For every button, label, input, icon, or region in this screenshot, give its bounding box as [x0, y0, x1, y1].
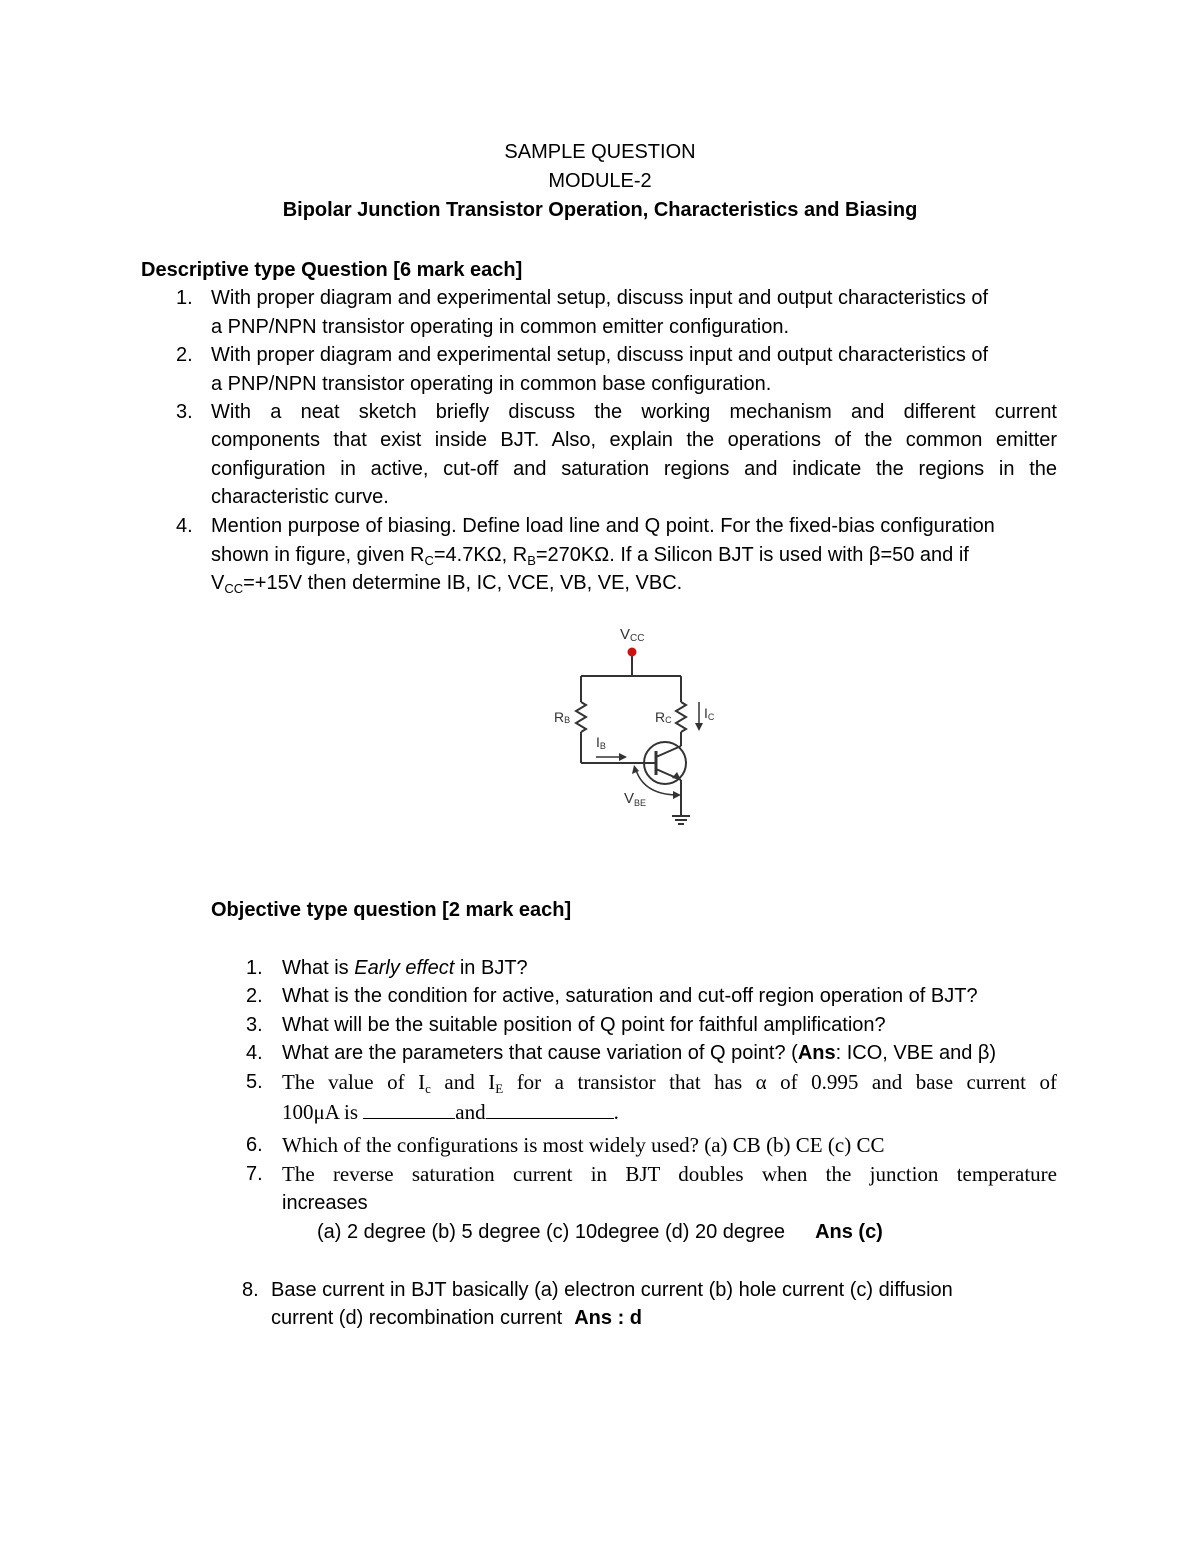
- objective-heading: Objective type question [2 mark each]: [211, 899, 572, 921]
- objective-q8-line1: Base current in BJT basically (a) electron current (b) hole current (c) diffusion: [271, 1279, 953, 1301]
- objective-q2-text: What is the condition for active, saturation and cut-off region operation of BJT?: [282, 985, 978, 1007]
- descriptive-q3-line2: components that exist inside BJT. Also, explain the operations of the common emitter: [211, 429, 1057, 451]
- rc-resistor: [676, 702, 686, 732]
- rb-label: RB: [554, 709, 571, 725]
- objective-q5-line1: The value of $I_c$ and $I_E$ for a transistor that has α of 0.995 and base current of: [282, 1070, 1057, 1096]
- objective-q8-answer: Ans : d: [574, 1307, 643, 1329]
- ic-arrow-head: [695, 723, 703, 731]
- objective-q7-number: 7.: [246, 1163, 263, 1185]
- objective-q2-number: 2.: [246, 985, 263, 1007]
- descriptive-q2-number: 2.: [176, 344, 193, 366]
- vbe-arrow-head-top: [632, 765, 639, 774]
- descriptive-q4-line2: shown in figure, given $R_C=4.7K\Omega$, $R_B=270K\Omega$. If a Silicon BJT is used with β=50 and if: [211, 544, 969, 568]
- descriptive-q1-line2: a PNP/NPN transistor operating in common emitter configuration.: [211, 316, 790, 338]
- objective-q1-text: What is Early effect in BJT?: [282, 957, 528, 979]
- descriptive-q3-line4: characteristic curve.: [211, 486, 389, 508]
- objective-q6-text: Which of the configurations is most widely used? (a) CB (b) CE (c) CC: [282, 1133, 885, 1157]
- objective-q7-options: (a) 2 degree (b) 5 degree (c) 10degree (d) 20 degree Ans (c): [317, 1221, 883, 1243]
- descriptive-q4-number: 4.: [176, 515, 193, 537]
- objective-q8-line2: current (d) recombination current Ans : d: [271, 1307, 643, 1329]
- descriptive-q3-number: 3.: [176, 401, 193, 423]
- objective-q4-text: What are the parameters that cause variation of Q point? (Ans: ICO, VBE and β): [282, 1042, 997, 1064]
- vcc-label: VCC: [620, 626, 645, 644]
- vbe-label: $V_{BE}$: [624, 790, 647, 808]
- rb-resistor: [576, 702, 586, 732]
- ic-label: IC: [704, 705, 715, 722]
- descriptive-q3-line1: With a neat sketch briefly discuss the working mechanism and different current: [211, 401, 1057, 423]
- objective-q8-number: 8.: [242, 1279, 259, 1301]
- objective-q7-answer: Ans (c): [815, 1221, 883, 1243]
- vcc-terminal-dot: [628, 648, 637, 657]
- fixed-bias-circuit-diagram: [540, 618, 730, 833]
- vbe-arrow-head-bottom: [673, 791, 681, 799]
- ib-arrow-head: [619, 753, 627, 761]
- descriptive-q1-number: 1.: [176, 287, 193, 309]
- descriptive-q2-line1: With proper diagram and experimental setup, discuss input and output characteristics of: [211, 344, 989, 366]
- objective-q7-line1: The reverse saturation current in BJT doubles when the junction temperature: [282, 1162, 1057, 1186]
- answer-blank-1[interactable]: [363, 1100, 455, 1119]
- descriptive-q1-line1: With proper diagram and experimental setup, discuss input and output characteristics of: [211, 287, 989, 309]
- document-subtitle: Bipolar Junction Transistor Operation, Characteristics and Biasing: [282, 199, 918, 221]
- answer-blank-2[interactable]: [486, 1100, 614, 1119]
- objective-q6-number: 6.: [246, 1134, 263, 1156]
- objective-q1-number: 1.: [246, 957, 263, 979]
- descriptive-q2-line2: a PNP/NPN transistor operating in common base configuration.: [211, 373, 772, 395]
- module-label: MODULE-2: [548, 170, 652, 192]
- descriptive-q4-line1: Mention purpose of biasing. Define load line and Q point. For the fixed-bias configuration: [211, 515, 995, 537]
- objective-q4-number: 4.: [246, 1042, 263, 1064]
- descriptive-q4-line3: $V_{CC}=+15V$ then determine IB, IC, VCE, VB, VE, VBC.: [211, 572, 683, 596]
- document-title: SAMPLE QUESTION: [504, 141, 696, 163]
- objective-q5-number: 5.: [246, 1071, 263, 1093]
- descriptive-q3-line3: configuration in active, cut-off and saturation regions and indicate the regions in the: [211, 458, 1057, 480]
- objective-q5-line2: 100μA is and .: [282, 1100, 619, 1124]
- ib-label: IB: [596, 734, 606, 751]
- objective-q3-text: What will be the suitable position of Q point for faithful amplification?: [282, 1014, 886, 1036]
- objective-q3-number: 3.: [246, 1014, 263, 1036]
- rc-label: RC: [655, 709, 672, 725]
- transistor-collector-lead: [656, 746, 681, 757]
- objective-q7-line2: increases: [282, 1192, 368, 1214]
- descriptive-heading: Descriptive type Question [6 mark each]: [141, 259, 523, 281]
